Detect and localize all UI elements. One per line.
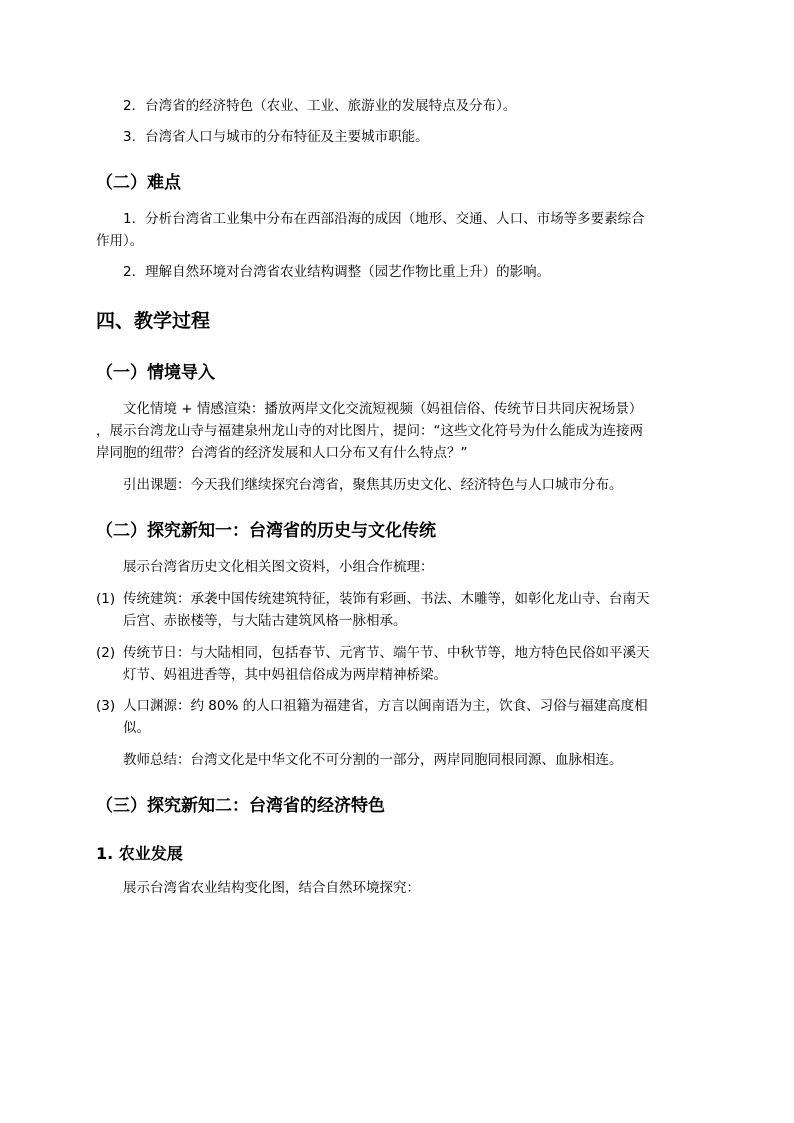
- explore1-item-3-line1: 人口渊源：约 80% 的人口祖籍为福建省，方言以闽南语为主，饮食、习俗与福建高度相: [123, 698, 648, 714]
- key-point-3: 3．台湾省人口与城市的分布特征及主要城市职能。: [123, 129, 429, 145]
- explore1-item-2-num: (2): [96, 645, 116, 661]
- difficulty-1-line2: 作用）。: [96, 233, 144, 249]
- explore1-item-3-num: (3): [96, 698, 116, 714]
- intro-line-3: 岸同胞的纽带？台湾省的经济发展和人口分布又有什么特点？”: [96, 445, 468, 461]
- explore2-heading: （三）探究新知二：台湾省的经济特色: [96, 796, 385, 816]
- explore1-summary: 教师总结：台湾文化是中华文化不可分割的一部分，两岸同胞同根同源、血脉相连。: [123, 752, 623, 768]
- difficulty-2: 2．理解自然环境对台湾省农业结构调整（园艺作物比重上升）的影响。: [123, 264, 551, 280]
- agriculture-sub-heading: 1. 农业发展: [96, 844, 183, 863]
- explore2-lead: 展示台湾省农业结构变化图，结合自然环境探究：: [123, 880, 420, 896]
- difficulty-1-line1: 1．分析台湾省工业集中分布在西部沿海的成因（地形、交通、人口、市场等多要素综合: [123, 211, 645, 227]
- intro-line-2: ，展示台湾龙山寺与福建泉州龙山寺的对比图片，提问：“这些文化符号为什么能成为连接两: [96, 423, 643, 439]
- explore1-lead: 展示台湾省历史文化相关图文资料，小组合作梳理：: [123, 559, 434, 575]
- explore1-item-1-line1: 传统建筑：承袭中国传统建筑特征，装饰有彩画、书法、木雕等，如彰化龙山寺、台南天: [123, 591, 650, 607]
- explore1-item-1-line2: 后宫、赤嵌楼等，与大陆古建筑风格一脉相承。: [123, 613, 407, 629]
- intro-line-1: 文化情境 + 情感渲染：播放两岸文化交流短视频（妈祖信俗、传统节日共同庆祝场景）: [123, 401, 643, 417]
- intro-line-4: 引出课题：今天我们继续探究台湾省，聚焦其历史文化、经济特色与人口城市分布。: [123, 477, 623, 493]
- teaching-process-heading: 四、教学过程: [96, 310, 211, 332]
- explore1-item-1-num: (1): [96, 591, 116, 607]
- explore1-heading: （二）探究新知一：台湾省的历史与文化传统: [96, 521, 436, 541]
- intro-heading: （一）情境导入: [96, 363, 215, 383]
- difficulty-heading: （二）难点: [96, 173, 181, 193]
- explore1-item-2-line2: 灯节、妈祖进香等，其中妈祖信俗成为两岸精神桥梁。: [123, 667, 447, 683]
- key-point-2: 2．台湾省的经济特色（农业、工业、旅游业的发展特点及分布）。: [123, 98, 517, 114]
- explore1-item-2-line1: 传统节日：与大陆相同，包括春节、元宵节、端午节、中秋节等，地方特色民俗如平溪天: [123, 645, 650, 661]
- explore1-item-3-line2: 似。: [123, 720, 150, 736]
